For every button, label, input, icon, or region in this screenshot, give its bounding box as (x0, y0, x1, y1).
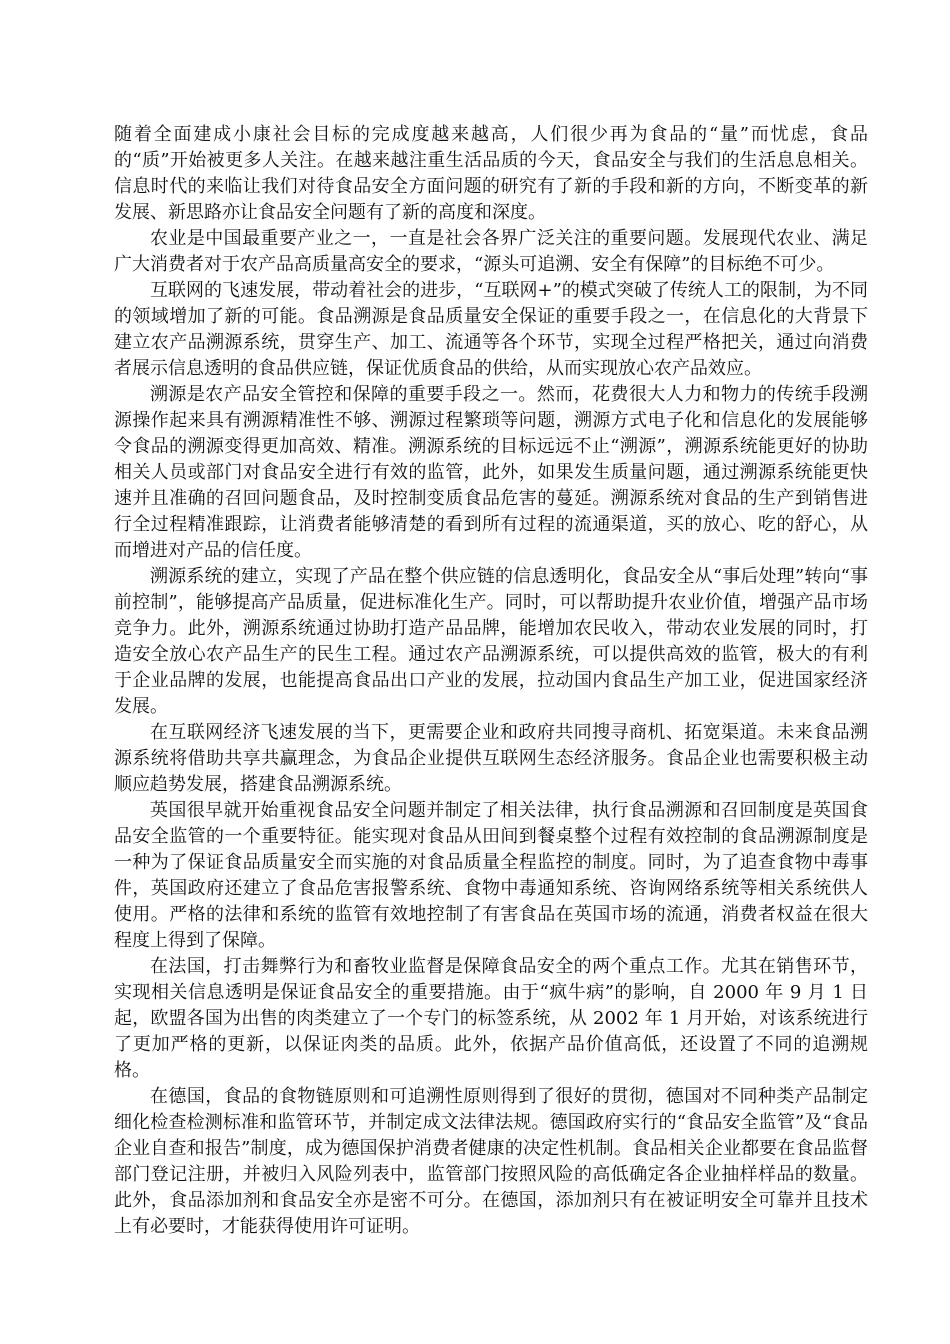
paragraph: 互联网的飞速发展，带动着社会的进步，“互联网+”的模式突破了传统人工的限制，为不同的领域增加了新的可能。食品溯源是食品质量安全保证的重要手段之一，在信息化的大背景下建立农产品溯源系统，贯穿生产、加工、流通等各个环节，实现全过程严格把关，通过向消费者展示信息透明的食品供应链，保证优质食品的供给，从而实现放心农产品效应。 (114, 280, 868, 379)
paragraph: 农业是中国最重要产业之一，一直是社会各界广泛关注的重要问题。发展现代农业、满足广大消费者对于农产品高质量高安全的要求，“源头可追溯、安全有保障”的目标绝不可少。 (114, 228, 868, 275)
paragraph: 溯源系统的建立，实现了产品在整个供应链的信息透明化，食品安全从“事后处理”转向“事前控制”，能够提高产品质量，促进标准化生产。同时，可以帮助提升农业价值，增强产品市场竞争力。此外，溯源系统通过协助打造产品品牌，能增加农民收入，带动农业发展的同时，打造安全放心农产品生产的民生工程。通过农产品溯源系统，可以提供高效的监管，极大的有利于企业品牌的发展，也能提高食品出口产业的发展，拉动国内食品生产加工业，促进国家经济发展。 (114, 566, 868, 717)
paragraph: 溯源是农产品安全管控和保障的重要手段之一。然而，花费很大人力和物力的传统手段溯源操作起来具有溯源精准性不够、溯源过程繁琐等问题，溯源方式电子化和信息化的发展能够令食品的溯源变得更加高效、精准。溯源系统的目标远远不止“溯源”，溯源系统能更好的协助相关人员或部门对食品安全进行有效的监管，此外，如果发生质量问题，通过溯源系统能更快速并且准确的召回问题食品，及时控制变质食品危害的蔓延。溯源系统对食品的生产到销售进行全过程精准跟踪，让消费者能够清楚的看到所有过程的流通渠道，买的放心、吃的舒心，从而增进对产品的信任度。 (114, 384, 868, 561)
paragraph: 随着全面建成小康社会目标的完成度越来越高，人们很少再为食品的“量”而忧虑，食品的“质”开始被更多人关注。在越来越注重生活品质的今天，食品安全与我们的生活息息相关。信息时代的来临让我们对待食品安全方面问题的研究有了新的手段和新的方向，不断变革的新发展、新思路亦让食品安全问题有了新的高度和深度。 (114, 124, 868, 223)
paragraph: 在法国，打击舞弊行为和畜牧业监督是保障食品安全的两个重点工作。尤其在销售环节，实现相关信息透明是保证食品安全的重要措施。由于“疯牛病”的影响，自 2000 年 9 月 1 日起，欧盟各国为出售的肉类建立了一个专门的标签系统，从 2002 年 1 月开始，对该系统进行了更加严格的更新，以保证肉类的品质。此外，依据产品价值高低，还设置了不同的追溯规格。 (114, 956, 868, 1081)
document-body (114, 122, 868, 1240)
paragraph: 在德国，食品的食物链原则和可追溯性原则得到了很好的贯彻，德国对不同种类产品制定细化检查检测标准和监管环节，并制定成文法律法规。德国政府实行的“食品安全监管”及“食品企业自查和报告”制度，成为德国保护消费者健康的决定性机制。食品相关企业都要在食品监督部门登记注册，并被归入风险列表中，监管部门按照风险的高低确定各企业抽样样品的数量。此外，食品添加剂和食品安全亦是密不可分。在德国，添加剂只有在被证明安全可靠并且技术上有必要时，才能获得使用许可证明。 (114, 1086, 868, 1237)
paragraph: 在互联网经济飞速发展的当下，更需要企业和政府共同搜寻商机、拓宽渠道。未来食品溯源系统将借助共享共赢理念，为食品企业提供互联网生态经济服务。食品企业也需要积极主动顺应趋势发展，搭建食品溯源系统。 (114, 722, 868, 795)
paragraph: 英国很早就开始重视食品安全问题并制定了相关法律，执行食品溯源和召回制度是英国食品安全监管的一个重要特征。能实现对食品从田间到餐桌整个过程有效控制的食品溯源制度是一种为了保证食品质量安全而实施的对食品质量全程监控的制度。同时，为了追查食物中毒事件，英国政府还建立了食品危害报警系统、食物中毒通知系统、咨询网络系统等相关系统供人使用。严格的法律和系统的监管有效地控制了有害食品在英国市场的流通，消费者权益在很大程度上得到了保障。 (114, 800, 868, 951)
